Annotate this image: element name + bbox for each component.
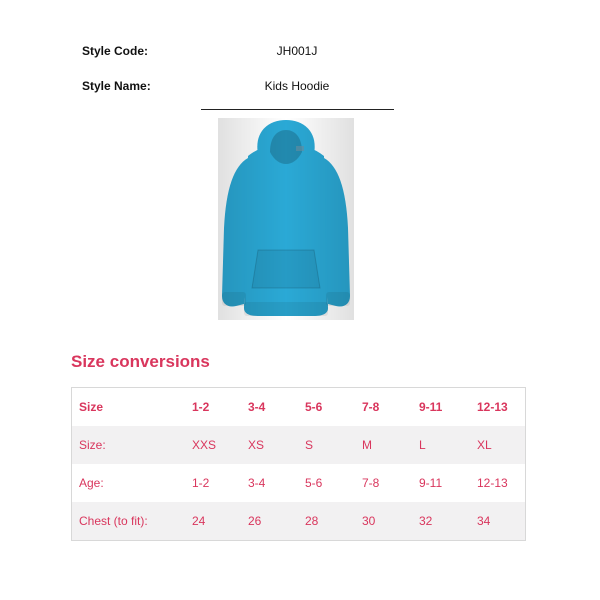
table-cell: 1-2 [192,476,210,490]
table-cell: 32 [419,514,433,528]
table-cell: 24 [192,514,206,528]
table-cell: 34 [477,514,491,528]
table-cell: 5-6 [305,476,323,490]
style-name-value: Kids Hoodie [264,79,330,93]
header-cell: 5-6 [305,400,323,414]
table-cell: XS [248,438,265,452]
table-cell: 12-13 [477,476,508,490]
section-title: Size conversions [71,352,210,371]
table-header-row [72,388,525,426]
table-cell: 9-11 [419,476,443,490]
row-label: Age: [79,476,104,490]
row-label: Chest (to fit): [79,514,148,528]
table-cell: 3-4 [248,476,266,490]
style-code-label: Style Code: [82,44,149,58]
table-cell: 26 [248,514,262,528]
table-row [72,426,525,464]
style-code-value: JH001J [276,44,318,58]
table-cell: S [305,438,314,452]
divider-line [201,109,394,110]
size-conversion-table [71,387,526,541]
row-label: Size: [79,438,106,452]
table-row [72,464,525,502]
hoodie-image [218,118,354,320]
table-cell: L [419,438,426,452]
header-cell: 7-8 [362,400,380,414]
table-cell: 28 [305,514,319,528]
table-cell: 30 [362,514,376,528]
header-cell: 9-11 [419,400,443,414]
header-cell: 3-4 [248,400,266,414]
table-row [72,502,525,540]
header-cell: 12-13 [477,400,508,414]
table-cell: M [362,438,372,452]
header-cell: 1-2 [192,400,210,414]
header-cell: Size [79,400,104,414]
table-cell: XXS [192,438,217,452]
table-cell: XL [477,438,492,452]
style-name-label: Style Name: [82,79,151,93]
table-cell: 7-8 [362,476,380,490]
